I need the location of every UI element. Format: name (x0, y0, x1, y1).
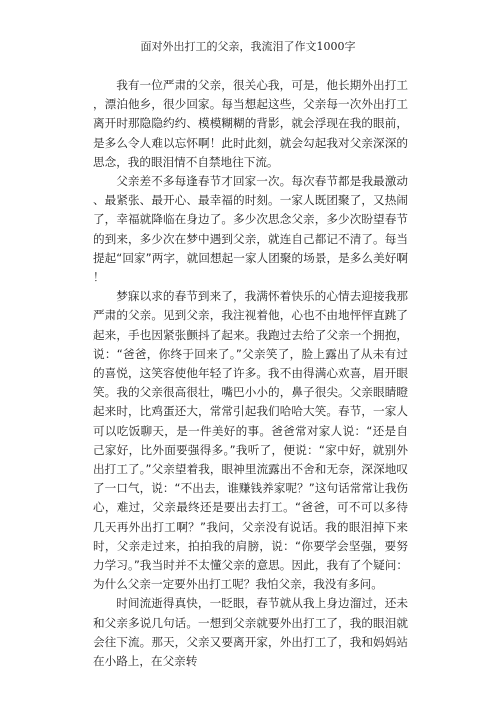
paragraph-2: 父亲差不多每逢春节才回家一次。每次春节都是我最激动、最紧张、最开心、最幸福的时刻。一家人既团聚了，又热闹了，幸福就降临在身边了。多少次思念父亲，多少次盼望春节的到来，多少次在梦中遇到父亲，就连自己都记不清了。每当提起“回家”两字，就回想起一家人团聚的场景，是多么美好啊！ (93, 174, 408, 285)
paragraph-4: 时间流逝得真快，一眨眼，春节就从我上身边溜过，还未和父亲多说几句话。一想到父亲就要外出打工了，我的眼泪就会往下流。那天，父亲又要离开家，外出打工了，我和妈妈站在小路上，在父亲转 (93, 596, 408, 669)
document-title: 面对外出打工的父亲，我流泪了作文1000字 (140, 40, 356, 53)
paragraph-3: 梦寐以求的春节到来了，我满怀着快乐的心情去迎接我那严肃的父亲。见到父亲，我注视着他，心也不由地怦怦直跳了起来，手也因紧张颤抖了起来。我跑过去给了父亲一个拥抱，说：“爸爸，你终于回来了。”父亲笑了，脸上露出了从未有过的喜悦，这笑容使他年轻了许多。我不由得满心欢喜，眉开眼笑。我的父亲很高很壮，嘴巴小小的，鼻子很尖。父亲眼睛瞪起来时，比鸡蛋还大，常常引起我们哈哈大笑。春节，一家人可以吃饭聊天，是一件美好的事。爸爸常对家人说：“还是自己家好，比外面要强得多。”我听了，便说：“家中好，就别外出打工了。”父亲望着我，眼神里流露出不舍和无奈，深深地叹了一口气，说：“不出去，谁赚钱养家呢？”这句话常常让我伤心，难过，父亲最终还是要出去打工。“爸爸，可不可以多待几天再外出打工啊？”我问，父亲没有说话。我的眼泪掉下来时，父亲走过来，拍拍我的肩膀，说：“你要学会坚强，要努力学习。”我当时并不太懂父亲的意思。因此，我有了个疑问：为什么父亲一定要外出打工呢？我怕父亲，我没有多问。 (93, 289, 408, 592)
document-body (93, 76, 408, 671)
paragraph-1: 我有一位严肃的父亲，很关心我，可是，他长期外出打工，漂泊他乡，很少回家。每当想起这些，父亲每一次外出打工离开时那隐隐约约、模模糊糊的背影，就会浮现在我的眼前，是多么令人难以忘怀啊！此时此刻，就会勾起我对父亲深深的思念，我的眼泪情不自禁地往下流。 (93, 78, 408, 169)
